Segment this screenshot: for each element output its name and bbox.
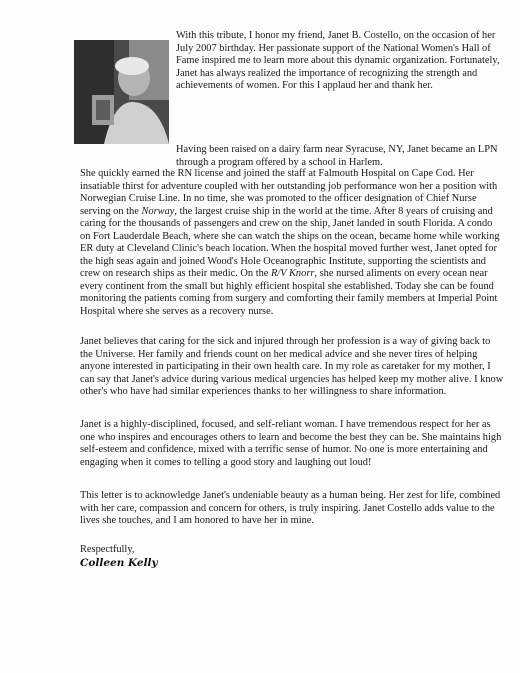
signature: Colleen Kelly xyxy=(80,557,158,569)
paragraph-career xyxy=(80,168,505,318)
paragraph-acknowledgement: This letter is to acknowledge Janet's undeniable beauty as a human being. Her zest for life, combined with her care, compassion and concern for others, is truly inspiring. Janet Costello adds value to the lives she touches, and I am honored to have her in mine. xyxy=(80,490,501,526)
career-text-part-2: , the largest cruise ship in the world at the time. After 8 years of cruising and caring for the thousands of passengers and crew on the ship, Janet landed in south Florida. A condo on Fort Lauderdale Beach, where she can watch the ships on the ocean, became home while working ER duty at Cleveland Clinic's beach location. When the hospital moved further west, Janet opted for the high seas again and joined Wood's Hole Oceanographic Institute, supporting the scientists and crew on research ships as their medic. On the xyxy=(80,205,500,279)
paragraph-caring: Janet believes that caring for the sick and injured through her profession is a way of giving back to the Universe. Her family and friends count on her medical advice and she never tires of helping anyone interested in participating in their own health care. In my role as caretaker for my mother, I can say that Janet's advice during various medical urgencies has helped keep my mother alive. I know other's who have had similar experiences thanks to her willingness to share information. xyxy=(80,336,504,397)
portrait-photo xyxy=(74,40,169,144)
ship-name-knorr: R/V Knorr xyxy=(271,268,315,279)
paragraph-intro: With this tribute, I honor my friend, Janet B. Costello, on the occasion of her July 2007 birthday. Her passionate support of the National Women's Hall of Fame inspired me to learn more about this dynamic organization. Fortunately, Janet has always realized the importance of recognizing the strength and achievements of women. For this I applaud her and thank her. xyxy=(176,30,500,91)
paragraph-character: Janet is a highly-disciplined, focused, and self-reliant woman. I have tremendous respect for her as one who inspires and encourages others to learn and become the best they can be. She maintains high self-esteem and confidence, mixed with a terrific sense of humor. No one is more entertaining and engaging when it comes to telling a good story and laughing out loud! xyxy=(80,419,502,468)
career-text-part-3: , she nursed aliments on every ocean near every continent from the small but highly efficient hospital she established. Today she can be found monitoring the patients coming from surgery and comforting their family members at Imperial Point Hospital where she serves as a recovery nurse. xyxy=(80,268,498,317)
paragraph-background-intro: Having been raised on a dairy farm near Syracuse, NY, Janet became an LPN through a program offered by a school in Harlem. xyxy=(176,144,498,168)
ship-name-norway: Norway xyxy=(141,205,175,217)
closing-line: Respectfully, xyxy=(80,544,135,555)
career-text-part-1: She quickly earned the RN license and joined the staff at Falmouth Hospital on Cape Cod. Her insatiable thirst for adventure coupled with her outstanding job performance won her a position with Norwegian Cruise Line. In no time, she was promoted to the officer designation of Chief Nurse serving on the xyxy=(80,168,498,217)
